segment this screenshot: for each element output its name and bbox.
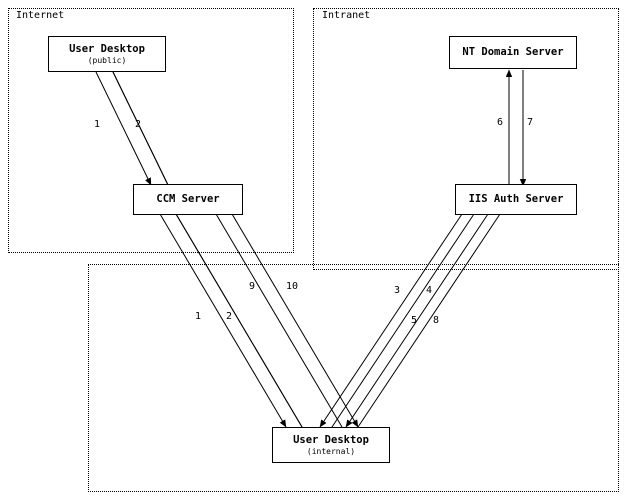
edge-label-10: 10 [286,281,299,292]
node-user-desktop-internal-subtitle: (internal) [306,446,356,456]
edge-label-2-public: 2 [135,119,142,130]
edge-label-3: 3 [394,285,401,296]
edge-label-9: 9 [249,281,256,292]
node-user-desktop-internal-title: User Desktop [293,433,369,446]
edge-label-1-internal: 1 [195,311,202,322]
node-user-desktop-internal[interactable] [272,427,390,463]
node-iis-auth-server-title: IIS Auth Server [468,193,564,205]
node-ccm-server[interactable] [133,184,243,215]
edge-label-2-internal: 2 [226,311,233,322]
node-user-desktop-public-title: User Desktop [69,42,145,55]
edge-label-8: 8 [433,315,440,326]
node-ccm-server-title: CCM Server [156,193,220,205]
edge-label-7: 7 [527,117,534,128]
node-nt-domain-server[interactable] [449,36,577,69]
node-nt-domain-server-title: NT Domain Server [462,46,564,58]
node-user-desktop-public-subtitle: (public) [87,55,127,65]
edge-label-4: 4 [426,285,433,296]
zone-internet-label: Internet [16,10,65,21]
edge-label-5: 5 [411,315,418,326]
node-iis-auth-server[interactable] [455,184,577,215]
node-user-desktop-public[interactable] [48,36,166,72]
edge-label-6: 6 [497,117,504,128]
edge-label-1-public: 1 [94,119,101,130]
zone-intranet-label: Intranet [322,10,371,21]
